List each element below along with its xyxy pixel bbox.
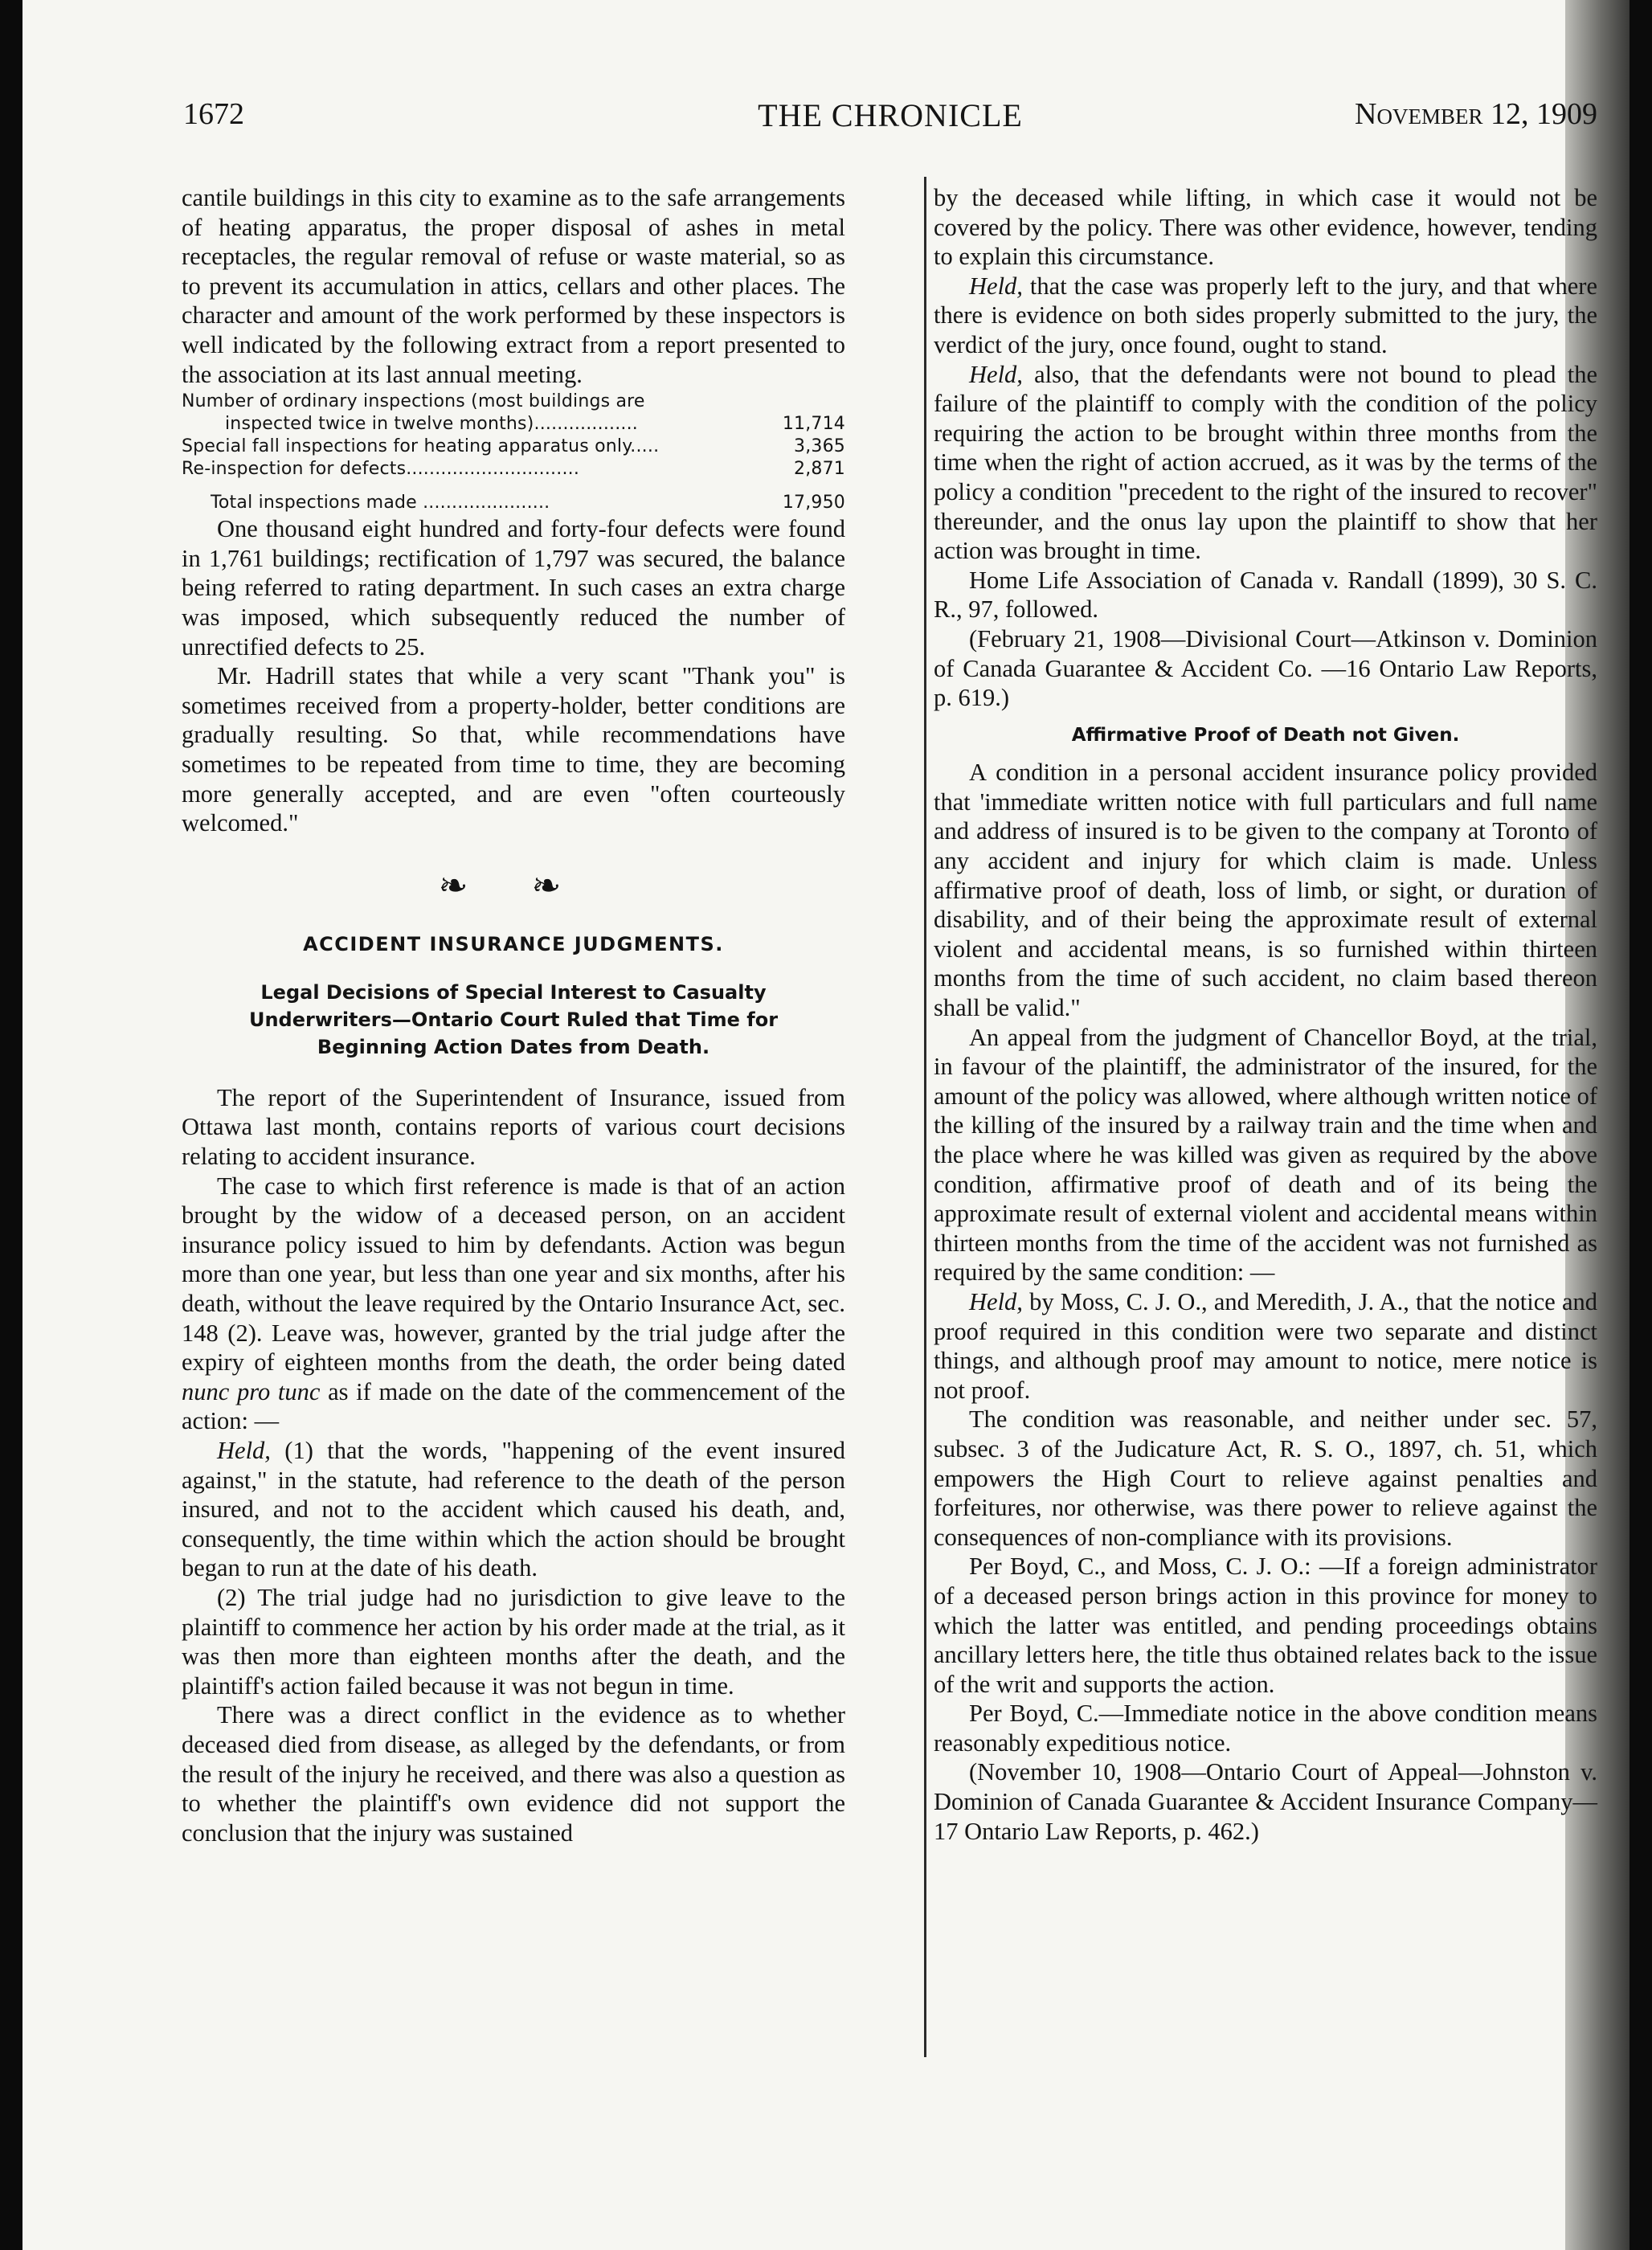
johnston-citation: (November 10, 1908—Ontario Court of Appeal—Johnston v. Dominion of Canada Guarantee & Accident Insurance Company—17 Ontario Law Reports, p. 462.) bbox=[934, 1758, 1597, 1845]
column-divider bbox=[924, 177, 926, 2057]
stat-row: Number of ordinary inspections (most buildings are bbox=[182, 391, 645, 412]
issue-date: November 12, 1909 bbox=[1355, 97, 1597, 131]
first-case-paragraph: The case to which first reference is made is that of an action brought by the widow of a deceased person, on an accident insurance policy issued to him by defendants. Action was begun more than one year, but less than one year and six months, after his death, without the leave required by the Ontario Insurance Act, sec. 148 (2). Leave was, however, granted by the trial judge after the expiry of eighteen months from the death, the order being dated nunc pro tunc as if made on the date of the commencement of the action: — bbox=[182, 1172, 845, 1435]
condition-paragraph: A condition in a personal accident insurance policy provided that 'immediate written notice with full particulars and full name and address of insured is to be given to the company at Toronto of any accident and injury for which claim is made. Unless affirmative proof of death, loss of limb, or sight, or duration of disability, and of their being the approximate result of external violent and accidental means, is so furnished within thirteen months from the time of such accident, no claim based thereon shall be valid." bbox=[934, 759, 1597, 1022]
home-life-citation: Home Life Association of Canada v. Randall (1899), 30 S. C. R., 97, followed. bbox=[934, 566, 1597, 624]
page-number: 1672 bbox=[183, 97, 244, 131]
stat-row: inspected twice in twelve months).................. 11,714 bbox=[225, 414, 845, 435]
defects-paragraph: One thousand eight hundred and forty-four defects were found in 1,761 buildings; rectification of 1,797 was secured, the balance being referred to rating department. In such cases an extra charge was imposed, which subsequently reduced the number of unrectified defects to 25. bbox=[182, 515, 845, 661]
inspection-stats-table bbox=[182, 391, 845, 514]
hadrill-paragraph: Mr. Hadrill states that while a very scant "Thank you" is sometimes received from a property-holder, better conditions are gradually resulting. So that, while recommendations have sometimes to be repeated from time to time, they are becoming more generally accepted, and are even "often courteously welcomed." bbox=[182, 662, 845, 837]
per-boyd-moss-paragraph: Per Boyd, C., and Moss, C. J. O.: —If a foreign administrator of a deceased person brings action in this province for money to which the latter was entitled, and pending proceedings obtains ancillary letters here, the title thus obtained relates back to the issue of the writ and supports the action. bbox=[934, 1552, 1597, 1698]
continued-paragraph: by the deceased while lifting, in which case it would not be covered by the policy. There was other evidence, however, tending to explain this circumstance. bbox=[934, 184, 1597, 271]
appeal-paragraph: An appeal from the judgment of Chancellor Boyd, at the trial, in favour of the plaintiff, the administrator of the insured, for the amount of the policy was allowed, where although written notice of the killing of the insured by a railway train and the time when and the place where he was killed was given as required by the above condition, affirmative proof of death and of its being the approximate result of external violent and accidental means within thirteen months from the time of the accident was not furnished as required by the same condition: — bbox=[934, 1023, 1597, 1287]
right-column bbox=[934, 183, 1597, 1846]
page-header bbox=[183, 96, 1597, 145]
left-column bbox=[182, 183, 845, 1847]
held-jury-paragraph: Held, that the case was properly left to the jury, and that where there is evidence on both sides properly submitted to the jury, the verdict of the jury, once found, ought to stand. bbox=[934, 272, 1597, 358]
report-paragraph: The report of the Superintendent of Insurance, issued from Ottawa last month, contains reports of various court decisions relating to accident insurance. bbox=[182, 1083, 845, 1171]
section-ornament-icon: ❧ ❧ bbox=[438, 865, 589, 906]
stat-total-row: Total inspections made ...................... 17,950 bbox=[211, 493, 845, 513]
held-two-paragraph: (2) The trial judge had no jurisdiction to give leave to the plaintiff to commence her action by his order made at the trial, as it was then more than eighteen months after the death, and the plaintiff's action failed because it was not begun in time. bbox=[182, 1583, 845, 1700]
newspaper-page bbox=[22, 0, 1630, 2250]
held-moss-paragraph: Held, by Moss, C. J. O., and Meredith, J. A., that the notice and proof required in this condition were two separate and distinct things, and although proof may amount to notice, mere notice is not proof. bbox=[934, 1287, 1597, 1404]
stat-row: Special fall inspections for heating apparatus only..... 3,365 bbox=[182, 436, 845, 457]
reasonable-paragraph: The condition was reasonable, and neither under sec. 57, subsec. 3 of the Judicature Act, R. S. O., 1897, ch. 51, which empowers the High Court to relieve against penalties and forfeitures, nor otherwise, was there power to relieve against the consequences of non-compliance with its provisions. bbox=[934, 1405, 1597, 1551]
section-title: ACCIDENT INSURANCE JUDGMENTS. bbox=[303, 933, 724, 956]
atkinson-citation: (February 21, 1908—Divisional Court—Atkinson v. Dominion of Canada Guarantee & Accident Co. —16 Ontario Law Reports, p. 619.) bbox=[934, 624, 1597, 712]
conflict-paragraph: There was a direct conflict in the evidence as to whether deceased died from disease, as alleged by the defendants, or from the result of the injury he received, and there was also a question as to whether the plaintiff's own evidence did not support the conclusion that the injury was sustained bbox=[182, 1701, 845, 1847]
per-boyd-paragraph: Per Boyd, C.—Immediate notice in the above condition means reasonably expeditious notice. bbox=[934, 1700, 1597, 1757]
held-defendants-paragraph: Held, also, that the defendants were not bound to plead the failure of the plaintiff to comply with the condition of the policy requiring the action to be brought within three months from the time when the right of action accrued, as it was by the terms of the policy a condition "precedent to the right of the insured to recover" thereunder, and the onus lay upon the plaintiff to show that her action was brought in time. bbox=[934, 360, 1597, 565]
held-one-paragraph: Held, (1) that the words, "happening of the event insured against," in the statute, had reference to the death of the person insured, and not to the accident which caused his death, and, consequently, the time within which the action should be brought began to run at the date of his death. bbox=[182, 1437, 845, 1582]
section-subtitle: Legal Decisions of Special Interest to Casualty Underwriters—Ontario Court Ruled that Time for Beginning Action Dates from Death. bbox=[248, 980, 779, 1058]
subsection-heading: Affirmative Proof of Death not Given. bbox=[1071, 724, 1460, 746]
stat-row: Re-inspection for defects.............................. 2,871 bbox=[182, 459, 845, 480]
publication-title: THE CHRONICLE bbox=[758, 97, 1023, 133]
intro-paragraph: cantile buildings in this city to examine as to the safe arrangements of heating apparatus, the proper disposal of ashes in metal receptacles, the regular removal of refuse or waste material, so as to prevent its accumulation in attics, cellars and other places. The character and amount of the work performed by these inspectors is well indicated by the following extract from a report presented to the association at its last annual meeting. bbox=[182, 184, 845, 388]
